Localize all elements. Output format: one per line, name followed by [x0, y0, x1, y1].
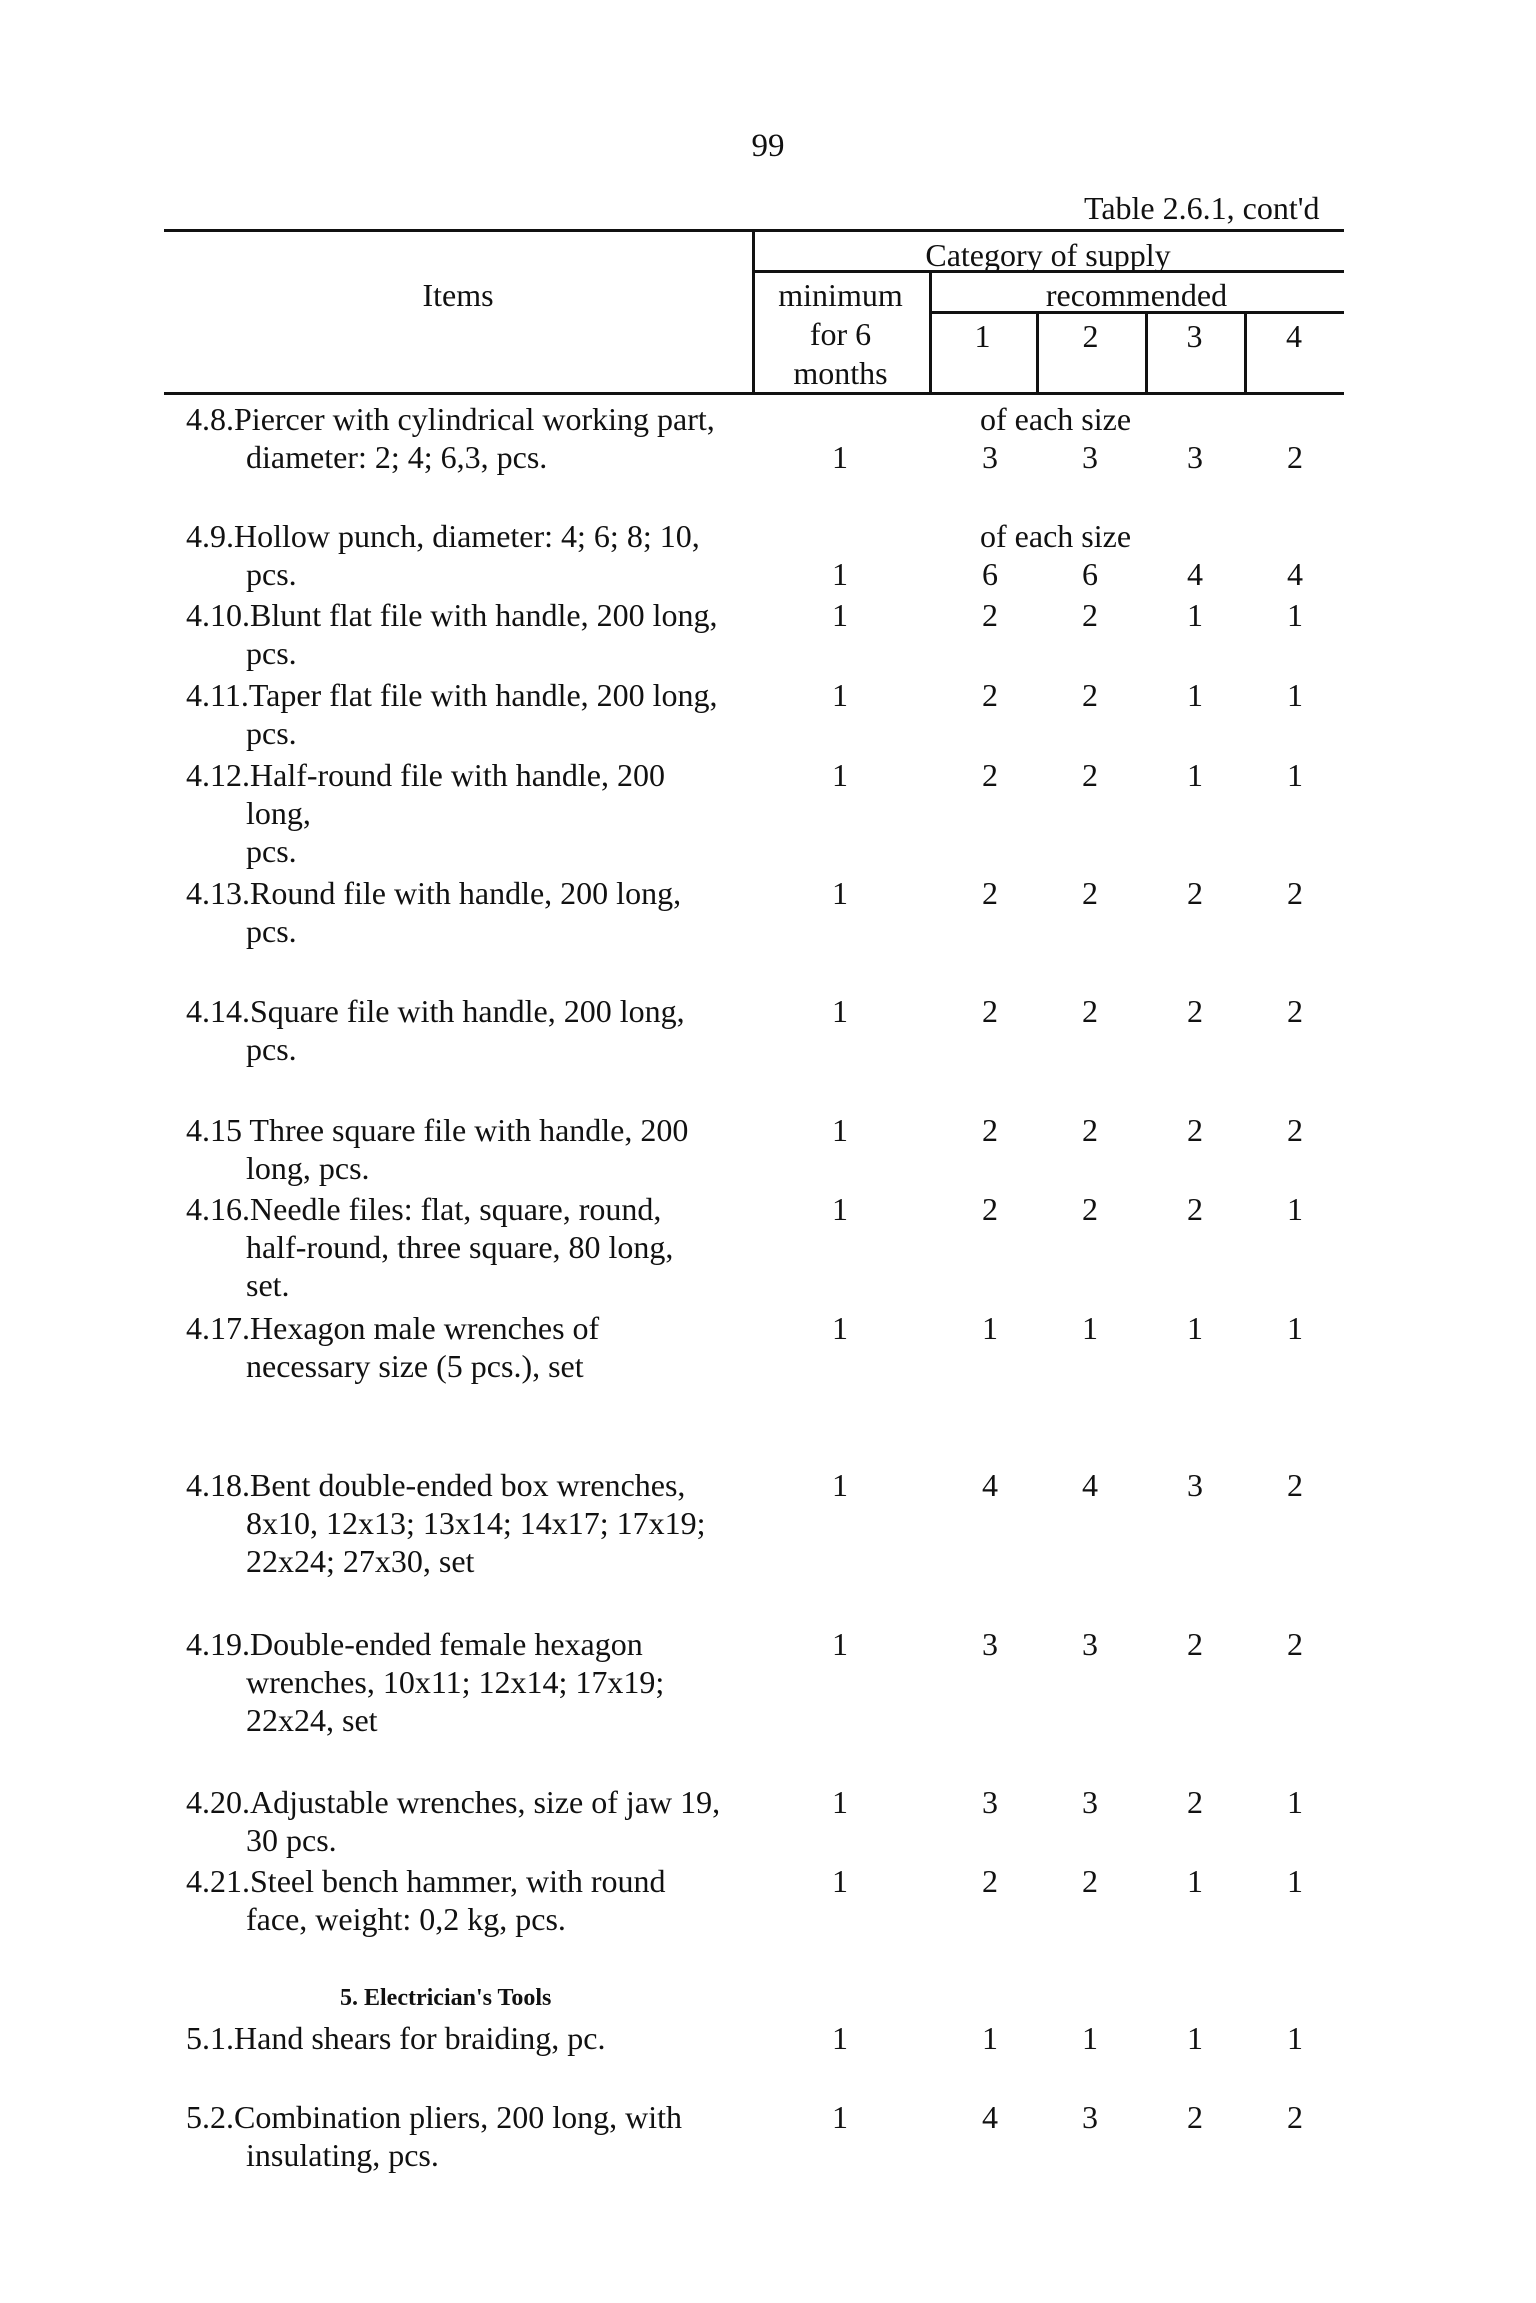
recommended-value-1: 2	[982, 677, 998, 713]
recommended-value-3: 2	[1187, 1626, 1203, 1662]
item-description	[186, 1466, 706, 1580]
item-line: pcs.	[246, 833, 297, 869]
minimum-value: 1	[832, 2020, 848, 2056]
minimum-value: 1	[832, 597, 848, 633]
recommended-value-4: 2	[1287, 439, 1303, 475]
item-line: 4.10.Blunt flat file with handle, 200 long,	[186, 597, 718, 633]
item-line: long, pcs.	[246, 1150, 370, 1186]
item-description	[186, 1783, 720, 1859]
recommended-value-3: 2	[1187, 993, 1203, 1029]
recommended-value-2: 4	[1082, 1467, 1098, 1503]
recommended-value-4: 1	[1287, 1784, 1303, 1820]
recommended-value-3: 3	[1187, 439, 1203, 475]
recommended-value-1: 2	[982, 1191, 998, 1227]
minimum-value: 1	[832, 1863, 848, 1899]
recommended-value-2: 2	[1082, 677, 1098, 713]
recommended-value-2: 2	[1082, 757, 1098, 793]
column-header-3: 3	[1186, 318, 1203, 354]
recommended-value-1: 1	[982, 2020, 998, 2056]
recommended-value-1: 4	[982, 1467, 998, 1503]
item-line: 30 pcs.	[246, 1822, 337, 1858]
minimum-value: 1	[832, 1112, 848, 1148]
recommended-value-2: 2	[1082, 1863, 1098, 1899]
minimum-value: 1	[832, 757, 848, 793]
recommended-value-1: 6	[982, 556, 998, 592]
item-line: 4.17.Hexagon male wrenches of	[186, 1310, 600, 1346]
item-line: 4.18.Bent double-ended box wrenches,	[186, 1467, 686, 1503]
item-description	[186, 1625, 664, 1739]
item-line: face, weight: 0,2 kg, pcs.	[246, 1901, 566, 1937]
recommended-value-4: 2	[1287, 1467, 1303, 1503]
column-header-2: 2	[1082, 318, 1099, 354]
recommended-value-1: 2	[982, 1863, 998, 1899]
item-description	[186, 517, 700, 593]
each-size-note: of each size	[980, 518, 1132, 554]
recommended-value-1: 4	[982, 2099, 998, 2135]
item-line: 5.1.Hand shears for braiding, pc.	[186, 2020, 606, 2056]
recommended-value-4: 2	[1287, 875, 1303, 911]
minimum-value: 1	[832, 1191, 848, 1227]
recommended-value-4: 4	[1287, 556, 1303, 592]
item-line: pcs.	[246, 1031, 297, 1067]
item-description	[186, 400, 715, 476]
item-line: set.	[246, 1267, 290, 1303]
recommended-value-4: 2	[1287, 1626, 1303, 1662]
recommended-value-3: 1	[1187, 2020, 1203, 2056]
minimum-value: 1	[832, 993, 848, 1029]
recommended-value-4: 1	[1287, 1863, 1303, 1899]
table-caption: Table 2.6.1, cont'd	[1084, 190, 1320, 226]
recommended-value-1: 1	[982, 1310, 998, 1346]
column-header-1: 1	[974, 318, 991, 354]
item-description	[186, 676, 718, 752]
minimum-header-line-3: months	[793, 355, 888, 391]
item-description	[186, 1309, 599, 1385]
item-line: 4.21.Steel bench hammer, with round	[186, 1863, 666, 1899]
recommended-value-4: 1	[1287, 1310, 1303, 1346]
item-line: 4.9.Hollow punch, diameter: 4; 6; 8; 10,	[186, 518, 700, 554]
item-description	[186, 992, 685, 1068]
recommended-value-3: 1	[1187, 757, 1203, 793]
item-line: 4.15 Three square file with handle, 200	[186, 1112, 689, 1148]
minimum-value: 1	[832, 1467, 848, 1503]
recommended-value-2: 1	[1082, 1310, 1098, 1346]
item-line: 4.12.Half-round file with handle, 200	[186, 757, 665, 793]
item-line: pcs.	[246, 913, 297, 949]
recommended-value-3: 1	[1187, 677, 1203, 713]
item-description	[186, 2019, 605, 2057]
minimum-value: 1	[832, 439, 848, 475]
recommended-value-2: 3	[1082, 1784, 1098, 1820]
item-line: pcs.	[246, 635, 297, 671]
item-description	[186, 2098, 682, 2174]
recommended-value-3: 2	[1187, 1191, 1203, 1227]
item-line: 8x10, 12x13; 13x14; 14x17; 17x19;	[246, 1505, 706, 1541]
recommended-value-3: 2	[1187, 1784, 1203, 1820]
recommended-value-2: 2	[1082, 597, 1098, 633]
recommended-value-1: 2	[982, 1112, 998, 1148]
recommended-value-4: 1	[1287, 677, 1303, 713]
recommended-value-1: 2	[982, 875, 998, 911]
minimum-value: 1	[832, 1626, 848, 1662]
item-line: long,	[246, 795, 311, 831]
item-description	[186, 1862, 666, 1938]
recommended-value-4: 2	[1287, 2099, 1303, 2135]
recommended-value-4: 1	[1287, 1191, 1303, 1227]
recommended-value-2: 3	[1082, 1626, 1098, 1662]
recommended-value-2: 6	[1082, 556, 1098, 592]
recommended-value-2: 1	[1082, 2020, 1098, 2056]
column-header-4: 4	[1286, 318, 1302, 354]
recommended-value-2: 3	[1082, 2099, 1098, 2135]
recommended-value-2: 2	[1082, 875, 1098, 911]
minimum-value: 1	[832, 875, 848, 911]
minimum-header-line-2: for 6	[809, 316, 872, 352]
item-line: 22x24; 27x30, set	[246, 1543, 475, 1579]
minimum-value: 1	[832, 556, 848, 592]
header-bottom-rule	[164, 392, 1344, 395]
recommended-value-4: 2	[1287, 1112, 1303, 1148]
item-description	[186, 874, 681, 950]
recommended-value-3: 4	[1187, 556, 1203, 592]
minimum-header-line-1: minimum	[778, 277, 903, 313]
item-line: 5.2.Combination pliers, 200 long, with	[186, 2099, 682, 2135]
item-line: diameter: 2; 4; 6,3, pcs.	[246, 439, 548, 475]
category-header: Category of supply	[925, 237, 1171, 273]
recommended-value-3: 3	[1187, 1467, 1203, 1503]
item-line: 22x24, set	[246, 1702, 378, 1738]
item-line: 4.8.Piercer with cylindrical working part,	[186, 401, 715, 437]
recommended-value-2: 2	[1082, 1191, 1098, 1227]
recommended-value-1: 3	[982, 439, 998, 475]
section-heading: 5. Electrician's Tools	[340, 1985, 552, 2011]
item-description	[186, 756, 665, 870]
recommended-value-4: 2	[1287, 993, 1303, 1029]
recommended-value-4: 1	[1287, 757, 1303, 793]
recommended-value-2: 2	[1082, 993, 1098, 1029]
item-line: insulating, pcs.	[246, 2137, 439, 2173]
page-number: 99	[751, 128, 785, 164]
recommended-value-3: 1	[1187, 597, 1203, 633]
minimum-value: 1	[832, 1784, 848, 1820]
recommended-value-3: 2	[1187, 875, 1203, 911]
recommended-value-3: 1	[1187, 1310, 1203, 1346]
item-line: 4.16.Needle files: flat, square, round,	[186, 1191, 662, 1227]
recommended-header: recommended	[1045, 277, 1228, 313]
item-description	[186, 1111, 688, 1187]
recommended-value-1: 2	[982, 993, 998, 1029]
item-line: 4.13.Round file with handle, 200 long,	[186, 875, 682, 911]
recommended-value-1: 2	[982, 597, 998, 633]
minimum-value: 1	[832, 1310, 848, 1346]
each-size-note: of each size	[980, 401, 1132, 437]
recommended-value-1: 3	[982, 1626, 998, 1662]
item-description	[186, 1190, 673, 1304]
item-line: half-round, three square, 80 long,	[246, 1229, 674, 1265]
item-line: 4.19.Double-ended female hexagon	[186, 1626, 643, 1662]
recommended-value-3: 2	[1187, 2099, 1203, 2135]
item-line: pcs.	[246, 715, 297, 751]
minimum-value: 1	[832, 677, 848, 713]
item-line: 4.14.Square file with handle, 200 long,	[186, 993, 685, 1029]
item-line: wrenches, 10x11; 12x14; 17x19;	[246, 1664, 665, 1700]
item-line: 4.11.Taper flat file with handle, 200 long,	[186, 677, 718, 713]
recommended-value-1: 2	[982, 757, 998, 793]
item-line: 4.20.Adjustable wrenches, size of jaw 19,	[186, 1784, 721, 1820]
recommended-value-3: 2	[1187, 1112, 1203, 1148]
recommended-value-4: 1	[1287, 597, 1303, 633]
recommended-value-3: 1	[1187, 1863, 1203, 1899]
item-line: pcs.	[246, 556, 297, 592]
minimum-value: 1	[832, 2099, 848, 2135]
items-header: Items	[422, 277, 494, 313]
recommended-value-2: 3	[1082, 439, 1098, 475]
item-description	[186, 596, 717, 672]
recommended-value-2: 2	[1082, 1112, 1098, 1148]
item-line: necessary size (5 pcs.), set	[246, 1348, 584, 1384]
recommended-value-1: 3	[982, 1784, 998, 1820]
recommended-value-4: 1	[1287, 2020, 1303, 2056]
